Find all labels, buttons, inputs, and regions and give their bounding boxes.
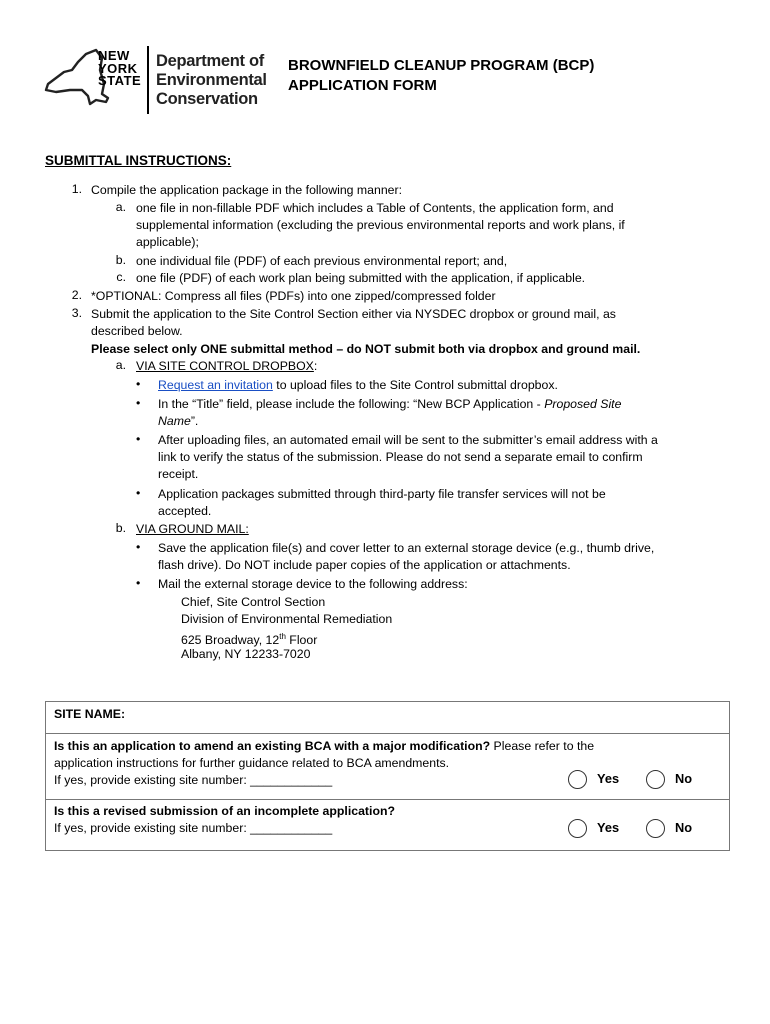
bca-site-number-field[interactable]: If yes, provide existing site number: ____________: [54, 773, 333, 787]
instruction-item-1b: one individual file (PDF) of each previous environmental report; and,: [136, 254, 508, 268]
no-label: No: [675, 771, 693, 786]
instruction-item-1a-cont: supplemental information (excluding the previous environmental reports and work plans, if: [136, 218, 625, 232]
instruction-item-1c: one file (PDF) of each work plan being submitted with the application, if applicable.: [136, 271, 586, 285]
mailing-address-line: Division of Environmental Remediation: [181, 612, 393, 626]
yes-label: Yes: [597, 820, 620, 835]
dropbox-bullet-2: In the “Title” field, please include the following: “New BCP Application - Proposed Site: [158, 397, 622, 411]
dropbox-bullet-1: Request an invitation to upload files to the Site Control submittal dropbox.: [158, 378, 558, 392]
list-marker: 2.: [71, 288, 82, 302]
mailing-address-line: Albany, NY 12233-7020: [181, 647, 311, 661]
list-marker: a.: [115, 200, 126, 214]
bullet: •: [136, 486, 141, 500]
nys-dec-logo: [42, 44, 278, 116]
submittal-notice: Please select only ONE submittal method – do NOT submit both via dropbox and ground mail.: [91, 342, 641, 356]
dropbox-bullet-2-cont: Name”.: [158, 414, 199, 428]
bca-amendment-yes-radio[interactable]: [568, 770, 587, 789]
list-marker: c.: [116, 270, 126, 284]
dropbox-bullet-3: After uploading files, an automated email will be sent to the submitter’s email address with a: [158, 433, 658, 447]
list-marker: 3.: [71, 306, 82, 320]
instructions-heading: SUBMITTAL INSTRUCTIONS:: [45, 153, 232, 168]
revised-submission-question: Is this a revised submission of an incomplete application?: [54, 804, 395, 818]
row-divider: [46, 733, 729, 734]
bullet: •: [136, 576, 141, 590]
form-title: BROWNFIELD CLEANUP PROGRAM (BCP) APPLICATION FORM: [288, 57, 595, 94]
instruction-item-1a: one file in non-fillable PDF which includes a Table of Contents, the application form, and: [136, 201, 614, 215]
mail-bullet-1-cont: flash drive). Do NOT include paper copies of the application or attachments.: [158, 558, 571, 572]
list-marker: b.: [115, 521, 126, 535]
mail-bullet-1: Save the application file(s) and cover letter to an external storage device (e.g., thumb drive,: [158, 541, 655, 555]
bullet: •: [136, 396, 141, 410]
instruction-item-1: Compile the application package in the following manner:: [91, 183, 403, 197]
revised-submission-yes-radio[interactable]: [568, 819, 587, 838]
site-name-label: SITE NAME:: [54, 707, 126, 721]
dropbox-bullet-4-cont: accepted.: [158, 504, 212, 518]
no-label: No: [675, 820, 693, 835]
mailing-address-line: 625 Broadway, 12th Floor: [181, 632, 318, 648]
dropbox-bullet-3-cont: link to verify the status of the submission. Please do not send a separate email to confirm: [158, 450, 643, 464]
instruction-item-3: Submit the application to the Site Control Section either via NYSDEC dropbox or ground mail, as: [91, 307, 616, 321]
list-marker: b.: [115, 253, 126, 267]
instruction-item-3-cont: described below.: [91, 324, 183, 338]
row-divider: [46, 799, 729, 800]
instruction-item-2: *OPTIONAL: Compress all files (PDFs) into one zipped/compressed folder: [91, 289, 496, 303]
mail-bullet-2: Mail the external storage device to the following address:: [158, 577, 468, 591]
request-invitation-link[interactable]: Request an invitation: [158, 378, 273, 392]
dropbox-option-heading: VIA SITE CONTROL DROPBOX:: [136, 359, 318, 373]
dropbox-bullet-3-cont: receipt.: [158, 467, 199, 481]
bullet: •: [136, 432, 141, 446]
dropbox-bullet-4: Application packages submitted through third-party file transfer services will not be: [158, 487, 606, 501]
mailing-address-line: Chief, Site Control Section: [181, 595, 326, 609]
bullet: •: [136, 377, 141, 391]
ground-mail-option-heading: VIA GROUND MAIL:: [136, 522, 249, 536]
instruction-item-1a-cont: applicable);: [136, 235, 199, 249]
site-info-form: [45, 701, 730, 851]
bca-amendment-no-radio[interactable]: [646, 770, 665, 789]
bca-amendment-question-cont: application instructions for further guidance related to BCA amendments.: [54, 756, 450, 770]
bullet: •: [136, 540, 141, 554]
state-logo-text: NEW YORK STATE: [98, 48, 142, 88]
revised-submission-no-radio[interactable]: [646, 819, 665, 838]
bca-amendment-question: Is this an application to amend an existing BCA with a major modification? Please refer to the: [54, 739, 595, 753]
list-marker: 1.: [71, 182, 82, 196]
agency-name: Department of Environmental Conservation: [156, 52, 267, 108]
revised-site-number-field[interactable]: If yes, provide existing site number: ____________: [54, 821, 333, 835]
yes-label: Yes: [597, 771, 620, 786]
list-marker: a.: [115, 358, 126, 372]
logo-divider: [147, 46, 149, 114]
